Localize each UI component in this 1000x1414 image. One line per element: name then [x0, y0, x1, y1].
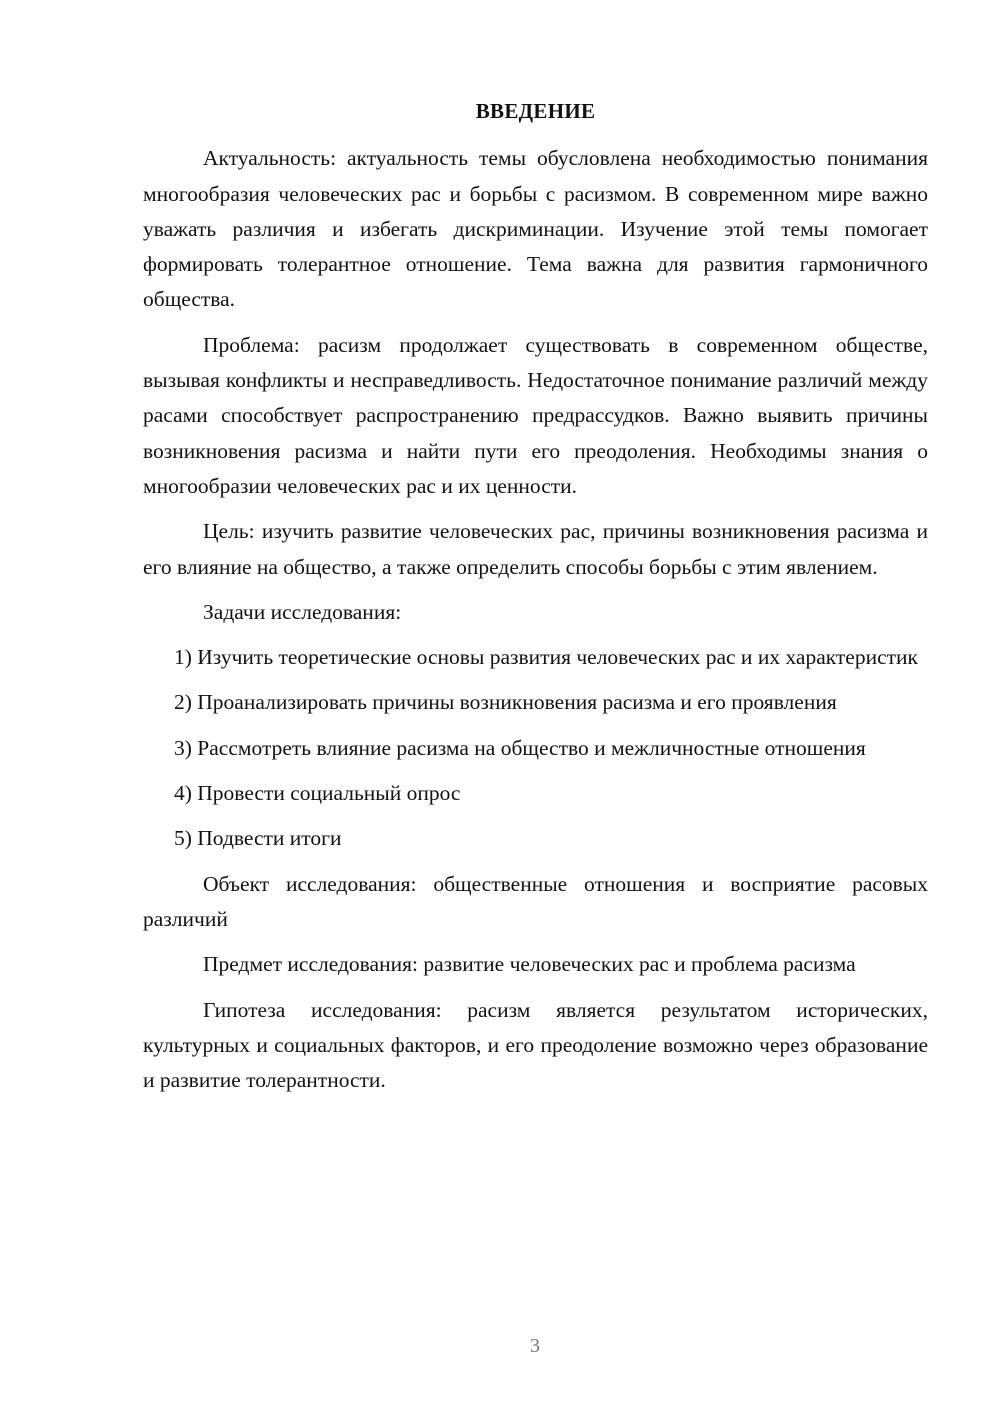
relevance-paragraph: Актуальность: актуальность темы обусловлена необходимостью понимания многообразия человеческих рас и борьбы с расизмом. В современном мире важно уважать различия и избегать дискриминации. Изучение этой темы помогает формировать толерантное отношение. Тема важна для развития гармоничного общества. [143, 146, 928, 312]
problem-paragraph: Проблема: расизм продолжает существовать в современном обществе, вызывая конфликты и несправедливость. Недостаточное понимание различий между расами способствует распространению предрассудков. Важно выявить причины возникновения расизма и найти пути его преодоления. Необходимы знания о многообразии человеческих рас и их ценности. [143, 332, 928, 498]
task-item-4: 4) Провести социальный опрос [174, 781, 461, 806]
tasks-heading: Задачи исследования: [203, 599, 402, 624]
subject-paragraph: Предмет исследования: развитие человеческих рас и проблема расизма [203, 952, 856, 977]
object-paragraph: Объект исследования: общественные отношения и восприятие расовых различий [143, 871, 928, 931]
goal-paragraph: Цель: изучить развитие человеческих рас, причины возникновения расизма и его влияние на общество, а также определить способы борьбы с этим явлением. [143, 519, 928, 579]
section-title: ВВЕДЕНИЕ [475, 99, 596, 123]
task-item-3: 3) Рассмотреть влияние расизма на общество и межличностные отношения [174, 735, 866, 760]
document-page [143, 94, 928, 1108]
tasks-list [143, 640, 928, 856]
task-item-1: 1) Изучить теоретические основы развития человеческих рас и их характеристик [174, 645, 918, 670]
task-item-2: 2) Проанализировать причины возникновения расизма и его проявления [174, 690, 837, 715]
page-number: 3 [530, 1335, 540, 1357]
task-item-5: 5) Подвести итоги [174, 826, 342, 851]
hypothesis-paragraph: Гипотеза исследования: расизм является результатом исторических, культурных и социальных факторов, и его преодоление возможно через образование и развитие толерантности. [143, 997, 928, 1093]
